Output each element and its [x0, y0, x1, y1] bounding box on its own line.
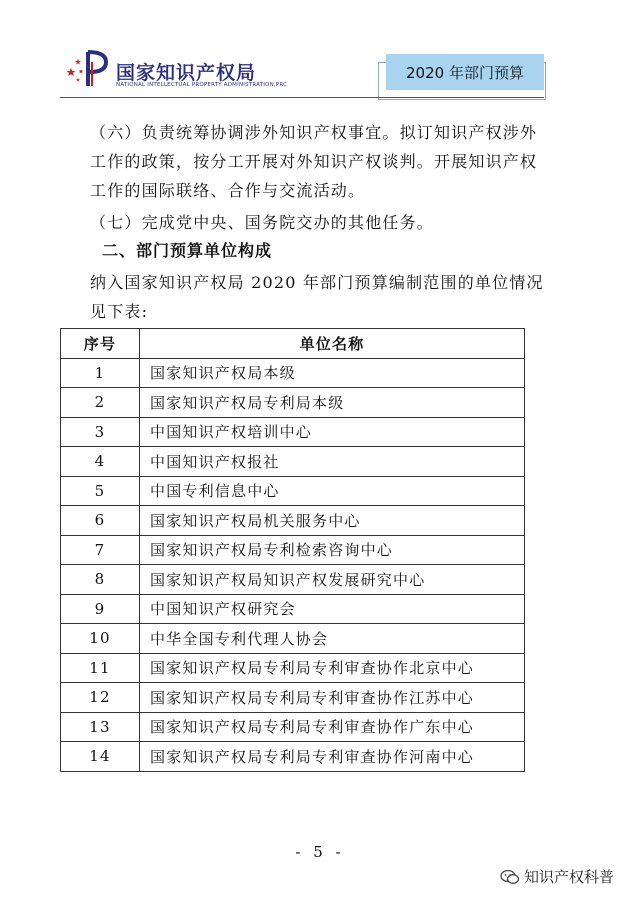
wechat-icon: [500, 869, 520, 885]
paragraph-item-seven: （七）完成党中央、国务院交办的其他任务。: [90, 213, 435, 232]
table-row: [61, 683, 525, 713]
column-header-unit-name: 单位名称: [140, 329, 525, 359]
page-number: - 5 -: [295, 843, 345, 861]
unit-name: 国家知识产权局专利检索咨询中心: [140, 535, 525, 565]
budget-year-tag: 2020 年部门预算: [386, 54, 544, 90]
unit-name: 中国知识产权培训中心: [140, 417, 525, 447]
intro-paragraph: 纳入国家知识产权局 2020 年部门预算编制范围的单位情况见下表:: [90, 273, 544, 321]
org-name-cn: 国家知识产权局: [116, 62, 257, 84]
unit-name: 国家知识产权局专利局专利审查协作北京中心: [140, 653, 525, 683]
paragraph-item-six: （六）负责统筹协调涉外知识产权事宜。拟订知识产权涉外工作的政策，按分工开展对外知识产权谈判。开展知识产权工作的国际联络、合作与交流活动。: [90, 123, 538, 200]
unit-name: 国家知识产权局专利局专利审查协作河南中心: [140, 742, 525, 772]
table-row: [61, 358, 525, 388]
table-row: [61, 742, 525, 772]
table-row: [61, 447, 525, 477]
table-row: [61, 388, 525, 418]
table-row: [61, 653, 525, 683]
table-row: [61, 594, 525, 624]
row-number: 7: [61, 535, 140, 565]
row-number: 2: [61, 388, 140, 418]
page-header: [0, 0, 640, 100]
unit-name: 国家知识产权局机关服务中心: [140, 506, 525, 536]
unit-name: 国家知识产权局本级: [140, 358, 525, 388]
row-number: 5: [61, 476, 140, 506]
header-divider: [60, 97, 544, 98]
unit-name: 国家知识产权局专利局本级: [140, 388, 525, 418]
account-watermark: [500, 866, 614, 887]
row-number: 9: [61, 594, 140, 624]
unit-name: 国家知识产权局知识产权发展研究中心: [140, 565, 525, 595]
row-number: 14: [61, 742, 140, 772]
budget-units-table: [60, 328, 525, 772]
column-header-number: 序号: [61, 329, 140, 359]
watermark-text: 知识产权科普: [524, 868, 615, 886]
unit-name: 中国专利信息中心: [140, 476, 525, 506]
unit-name: 中华全国专利代理人协会: [140, 624, 525, 654]
table-row: [61, 506, 525, 536]
row-number: 1: [61, 358, 140, 388]
row-number: 4: [61, 447, 140, 477]
table-row: [61, 535, 525, 565]
row-number: 8: [61, 565, 140, 595]
row-number: 11: [61, 653, 140, 683]
table-row: [61, 624, 525, 654]
table-row: [61, 565, 525, 595]
row-number: 6: [61, 506, 140, 536]
table-header-row: [61, 329, 525, 359]
row-number: 13: [61, 712, 140, 742]
table-row: [61, 476, 525, 506]
table-row: [61, 417, 525, 447]
row-number: 12: [61, 683, 140, 713]
row-number: 10: [61, 624, 140, 654]
cnipa-logo-icon: [62, 48, 110, 88]
section-heading: 二、部门预算单位构成: [102, 241, 273, 260]
row-number: 3: [61, 417, 140, 447]
org-name-en: NATIONAL INTELLECTUAL PROPERTY ADMINISTRATION,PRC: [116, 82, 288, 88]
unit-name: 中国知识产权报社: [140, 447, 525, 477]
unit-name: 国家知识产权局专利局专利审查协作广东中心: [140, 712, 525, 742]
unit-name: 国家知识产权局专利局专利审查协作江苏中心: [140, 683, 525, 713]
unit-name: 中国知识产权研究会: [140, 594, 525, 624]
table-row: [61, 712, 525, 742]
